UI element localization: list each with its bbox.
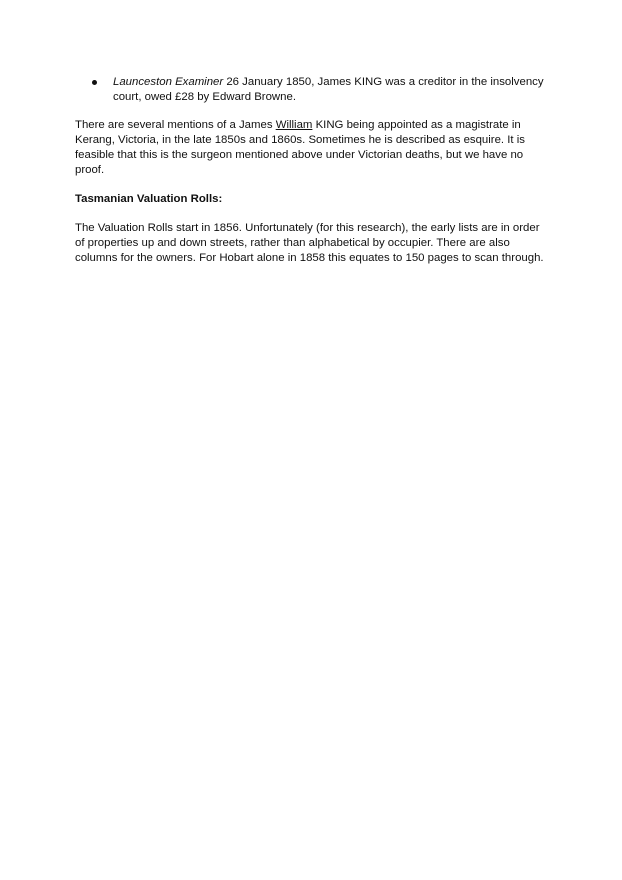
bullet-icon (92, 80, 97, 85)
paragraph-valuation-rolls: The Valuation Rolls start in 1856. Unfortunately (for this research), the early lists are in order of properties up and down streets, rather than alphabetical by occupier. There are also columns for the owners. For Hobart alone in 1858 this equates to 150 pages to scan through. (75, 222, 544, 264)
document-body (75, 75, 545, 280)
underlined-name: William (275, 119, 313, 131)
bullet-list (75, 75, 545, 105)
paragraph-magistrate-before: There are several mentions of a James (75, 119, 276, 131)
list-item (75, 75, 545, 105)
bullet-text: 26 January 1850, James KING was a creditor in the insolvency court, owed £28 by Edward Browne. (113, 76, 544, 103)
source-title: Launceston Examiner (113, 76, 224, 88)
paragraph-magistrate-after: KING being appointed as a magistrate in Kerang, Victoria, in the late 1850s and 1860s. Sometimes he is described as esquire. It is feasible that this is the surgeon mentioned above under Victorian deaths, but we have no proof. (75, 119, 525, 176)
paragraph-magistrate (75, 118, 545, 178)
section-heading: Tasmanian Valuation Rolls: (75, 193, 223, 205)
